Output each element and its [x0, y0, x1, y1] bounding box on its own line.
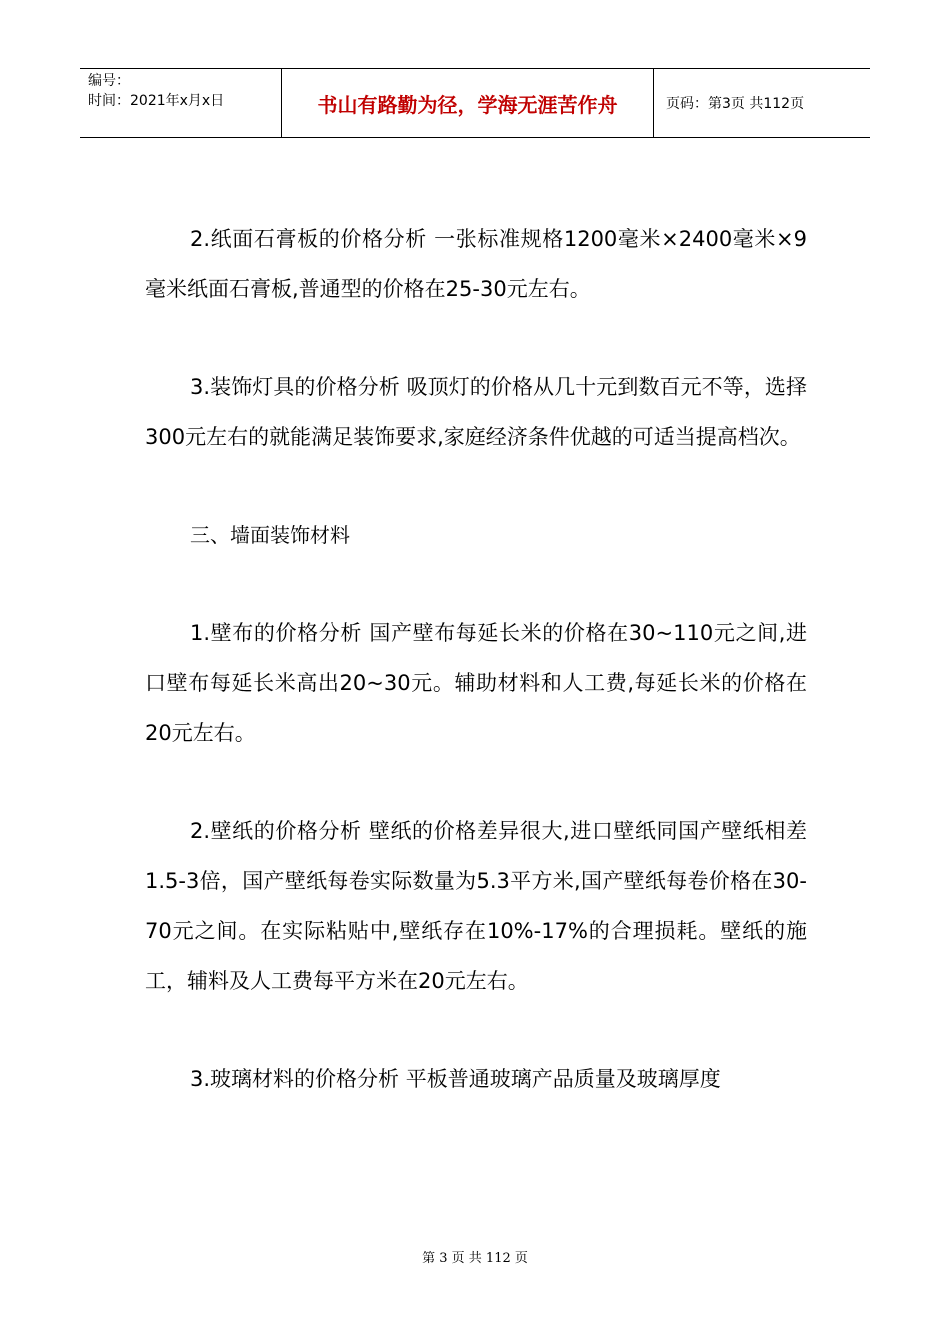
header-page-info: 页码：第3页 共112页 — [666, 96, 805, 112]
paragraph-lighting: 3.装饰灯具的价格分析 吸顶灯的价格从几十元到数百元不等，选择300元左右的就能满足装饰要求,家庭经济条件优越的可适当提高档次。 — [145, 375, 807, 449]
date-label: 时间：2021年x月x日 — [88, 93, 225, 109]
section-title-wall-materials: 三、墙面装饰材料 — [190, 523, 350, 547]
page-footer: 第 3 页 共 112 页 — [422, 1251, 528, 1266]
page-header — [80, 68, 870, 138]
paragraph-wallpaper: 2.壁纸的价格分析 壁纸的价格差异很大,进口壁纸同国产壁纸相差1.5-3倍，国产壁纸每卷实际数量为5.3平方米,国产壁纸每卷价格在30-70元之间。在实际粘贴中,壁纸存在10%-17%的合理损耗。壁纸的施工，辅料及人工费每平方米在20元左右。 — [145, 819, 807, 993]
paragraph-gypsum-board: 2.纸面石膏板的价格分析 一张标准规格1200毫米×2400毫米×9毫米纸面石膏板,普通型的价格在25-30元左右。 — [145, 227, 807, 301]
header-meta — [80, 69, 282, 137]
document-body — [145, 214, 807, 1104]
number-label: 编号： — [88, 73, 130, 89]
header-motto: 书山有路勤为径，学海无涯苦作舟 — [282, 69, 654, 137]
paragraph-glass: 3.玻璃材料的价格分析 平板普通玻璃产品质量及玻璃厚度 — [190, 1067, 721, 1091]
paragraph-wall-cloth: 1.壁布的价格分析 国产壁布每延长米的价格在30~110元之间,进口壁布每延长米高出20~30元。辅助材料和人工费,每延长米的价格在20元左右。 — [145, 621, 807, 745]
